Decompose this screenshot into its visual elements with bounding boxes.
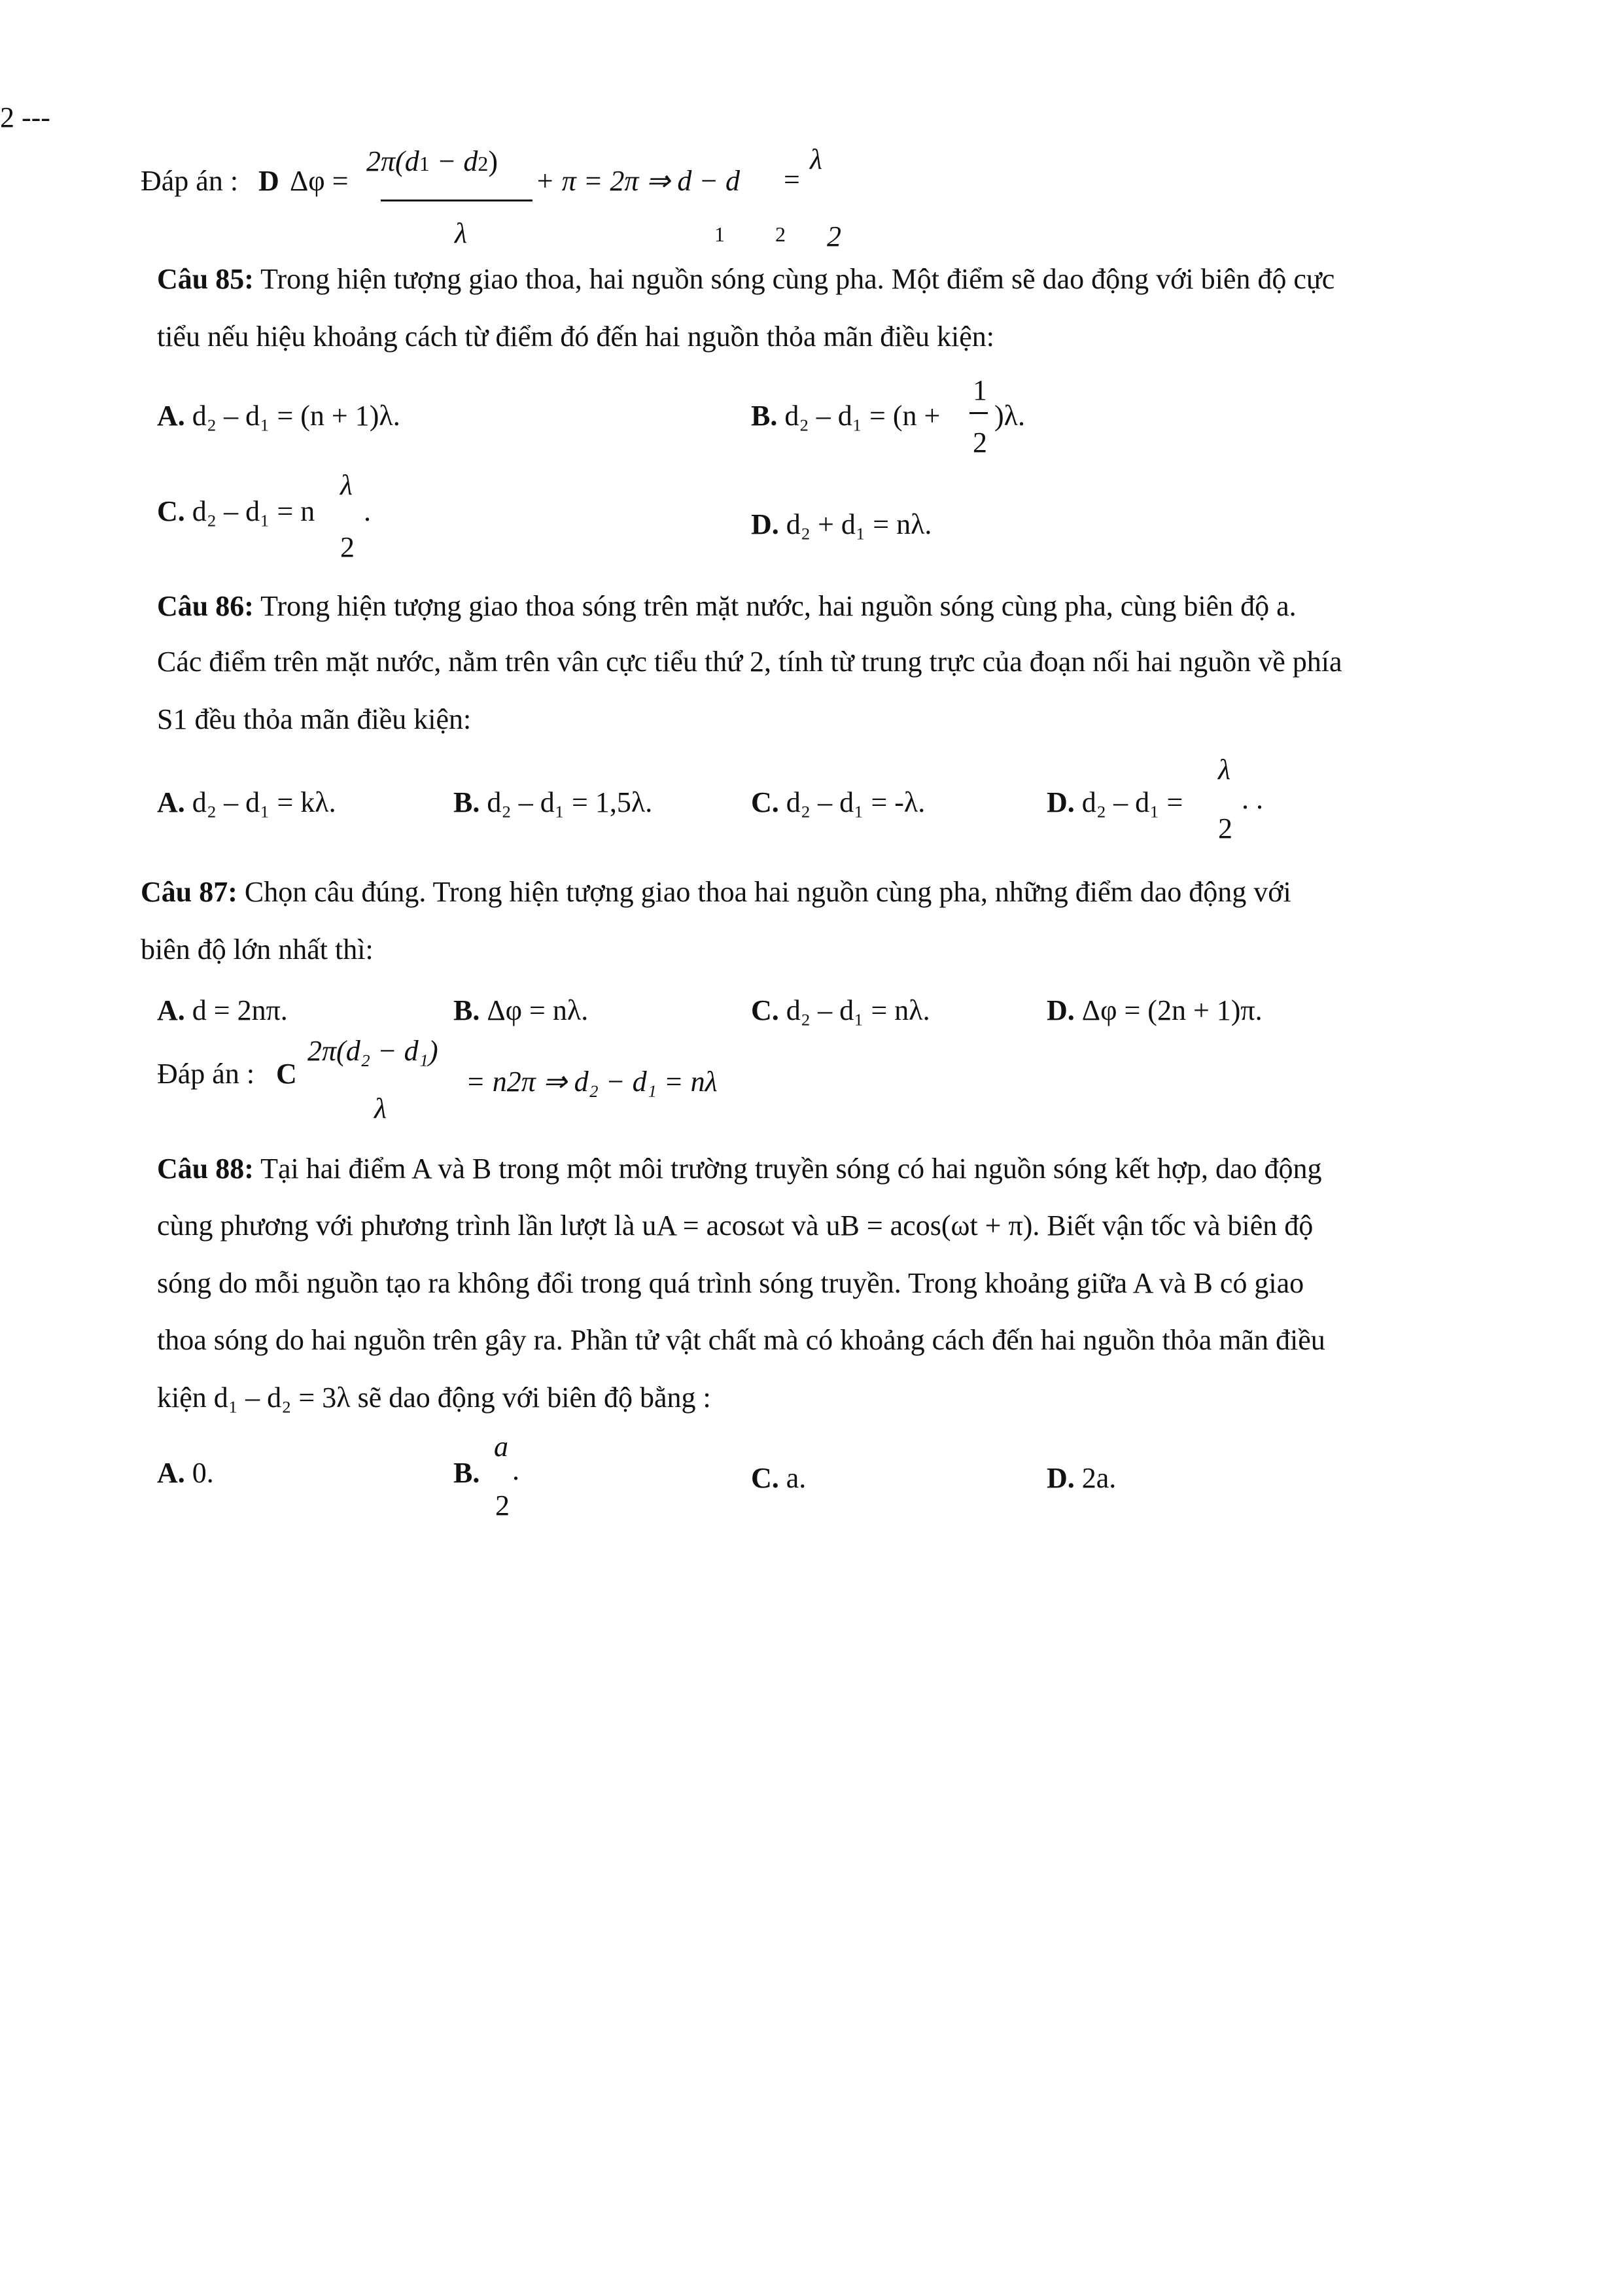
q88-b-frac-den: 2 bbox=[495, 1489, 510, 1522]
q85-option-a: A. d₂ – d₁ = (n + 1)λ. bbox=[157, 400, 400, 432]
q88-b-tail: . bbox=[512, 1454, 519, 1486]
q87-line1: Câu 87: Chọn câu đúng. Trong hiện tượng giao thoa hai nguồn cùng pha, những điểm dao động với bbox=[141, 876, 1291, 908]
q88-line3: sóng do mỗi nguồn tạo ra không đổi trong quá trình sóng truyền. Trong khoảng giữa A và B có giao bbox=[157, 1267, 1304, 1299]
q88-b-frac-num: a bbox=[494, 1431, 508, 1463]
fraction-bar bbox=[969, 412, 988, 414]
q87-answer-label: Đáp án : bbox=[157, 1058, 255, 1090]
q86-d-frac-num: λ bbox=[1218, 754, 1231, 786]
answer84-rhs-den: 2 bbox=[827, 220, 841, 252]
q85-c-frac-den: 2 bbox=[340, 531, 355, 563]
q86-option-a: A. d₂ – d₁ = kλ. bbox=[157, 786, 336, 818]
answer84-sub1: 1 bbox=[714, 222, 725, 246]
q88-line2: cùng phương với phương trình lần lượt là uA = acosωt và uB = acos(ωt + π). Biết vận tốc và biên độ bbox=[157, 1209, 1314, 1242]
answer84-rest: + π = 2π ⇒ d − d bbox=[535, 165, 741, 197]
q87-option-d: D. Δφ = (2n + 1)π. bbox=[1047, 994, 1263, 1026]
q85-b-frac-den: 2 bbox=[973, 426, 987, 459]
answer84-numerator: 2π(d1 − d2) bbox=[366, 145, 498, 177]
q85-option-d: D. d₂ + d₁ = nλ. bbox=[751, 508, 932, 540]
q87-answer-num: 2π(d₂ − d₁) bbox=[307, 1035, 438, 1067]
answer84-denominator: λ bbox=[455, 217, 468, 249]
q87-option-c: C. d₂ – d₁ = nλ. bbox=[751, 994, 930, 1026]
q88-option-d: D. 2a. bbox=[1047, 1462, 1117, 1494]
q85-b-tail: )λ. bbox=[994, 400, 1025, 432]
q87-line2: biên độ lớn nhất thì: bbox=[141, 933, 374, 965]
q86-option-c: C. d₂ – d₁ = -λ. bbox=[751, 786, 926, 818]
q85-b-frac-num: 1 bbox=[973, 374, 987, 406]
q86-option-d: D. d₂ – d₁ = bbox=[1047, 786, 1183, 818]
answer84-equals: = bbox=[784, 164, 800, 196]
q86-d-frac-den: 2 bbox=[1218, 812, 1232, 844]
q87-option-a: A. d = 2nπ. bbox=[157, 994, 288, 1026]
answer84-rhs-num: λ bbox=[810, 143, 823, 175]
q88-line4: thoa sóng do hai nguồn trên gây ra. Phần tử vật chất mà có khoảng cách đến hai nguồn thỏa mãn điều bbox=[157, 1324, 1325, 1356]
q86-option-b: B. d₂ – d₁ = 1,5λ. bbox=[453, 786, 653, 818]
q85-option-c: C. d₂ – d₁ = n bbox=[157, 495, 315, 527]
q85-line1: Câu 85: Trong hiện tượng giao thoa, hai nguồn sóng cùng pha. Một điểm sẽ dao động với biên độ cực bbox=[157, 263, 1335, 295]
q85-c-frac-num: λ bbox=[340, 469, 353, 501]
answer84-sub2: 2 bbox=[775, 222, 786, 246]
q85-line2: tiểu nếu hiệu khoảng cách từ điểm đó đến hai nguồn thỏa mãn điều kiện: bbox=[157, 321, 994, 353]
q86-line1: Câu 86: Trong hiện tượng giao thoa sóng trên mặt nước, hai nguồn sóng cùng pha, cùng biên độ a. bbox=[157, 590, 1297, 622]
fraction-bar bbox=[381, 200, 532, 201]
q87-answer-rest: = n2π ⇒ d₂ − d₁ = nλ bbox=[466, 1066, 718, 1098]
q88-option-a: A. 0. bbox=[157, 1457, 214, 1489]
q88-option-c: C. a. bbox=[751, 1462, 807, 1494]
q88-option-b: B. bbox=[453, 1457, 480, 1489]
q85-c-tail: . bbox=[364, 495, 371, 527]
q85-option-b: B. d₂ – d₁ = (n + bbox=[751, 400, 941, 432]
page-marker: 2 --- bbox=[0, 101, 50, 133]
q86-line3: S1 đều thỏa mãn điều kiện: bbox=[157, 703, 472, 735]
q86-d-tail: . . bbox=[1242, 783, 1263, 815]
answer-label: Đáp án : bbox=[141, 165, 239, 197]
q88-line5: kiện d₁ – d₂ = 3λ sẽ dao động với biên độ bằng : bbox=[157, 1382, 711, 1414]
answer-letter: D bbox=[258, 165, 279, 197]
q87-option-b: B. Δφ = nλ. bbox=[453, 994, 589, 1026]
q86-line2: Các điểm trên mặt nước, nằm trên vân cực tiểu thứ 2, tính từ trung trực của đoạn nối hai nguồn về phía bbox=[157, 646, 1342, 678]
delta-phi: Δφ = bbox=[290, 165, 349, 197]
q87-answer-den: λ bbox=[374, 1092, 387, 1124]
q87-answer-letter: C bbox=[276, 1058, 297, 1090]
q88-line1: Câu 88: Tại hai điểm A và B trong một môi trường truyền sóng có hai nguồn sóng kết hợp, dao động bbox=[157, 1153, 1322, 1185]
